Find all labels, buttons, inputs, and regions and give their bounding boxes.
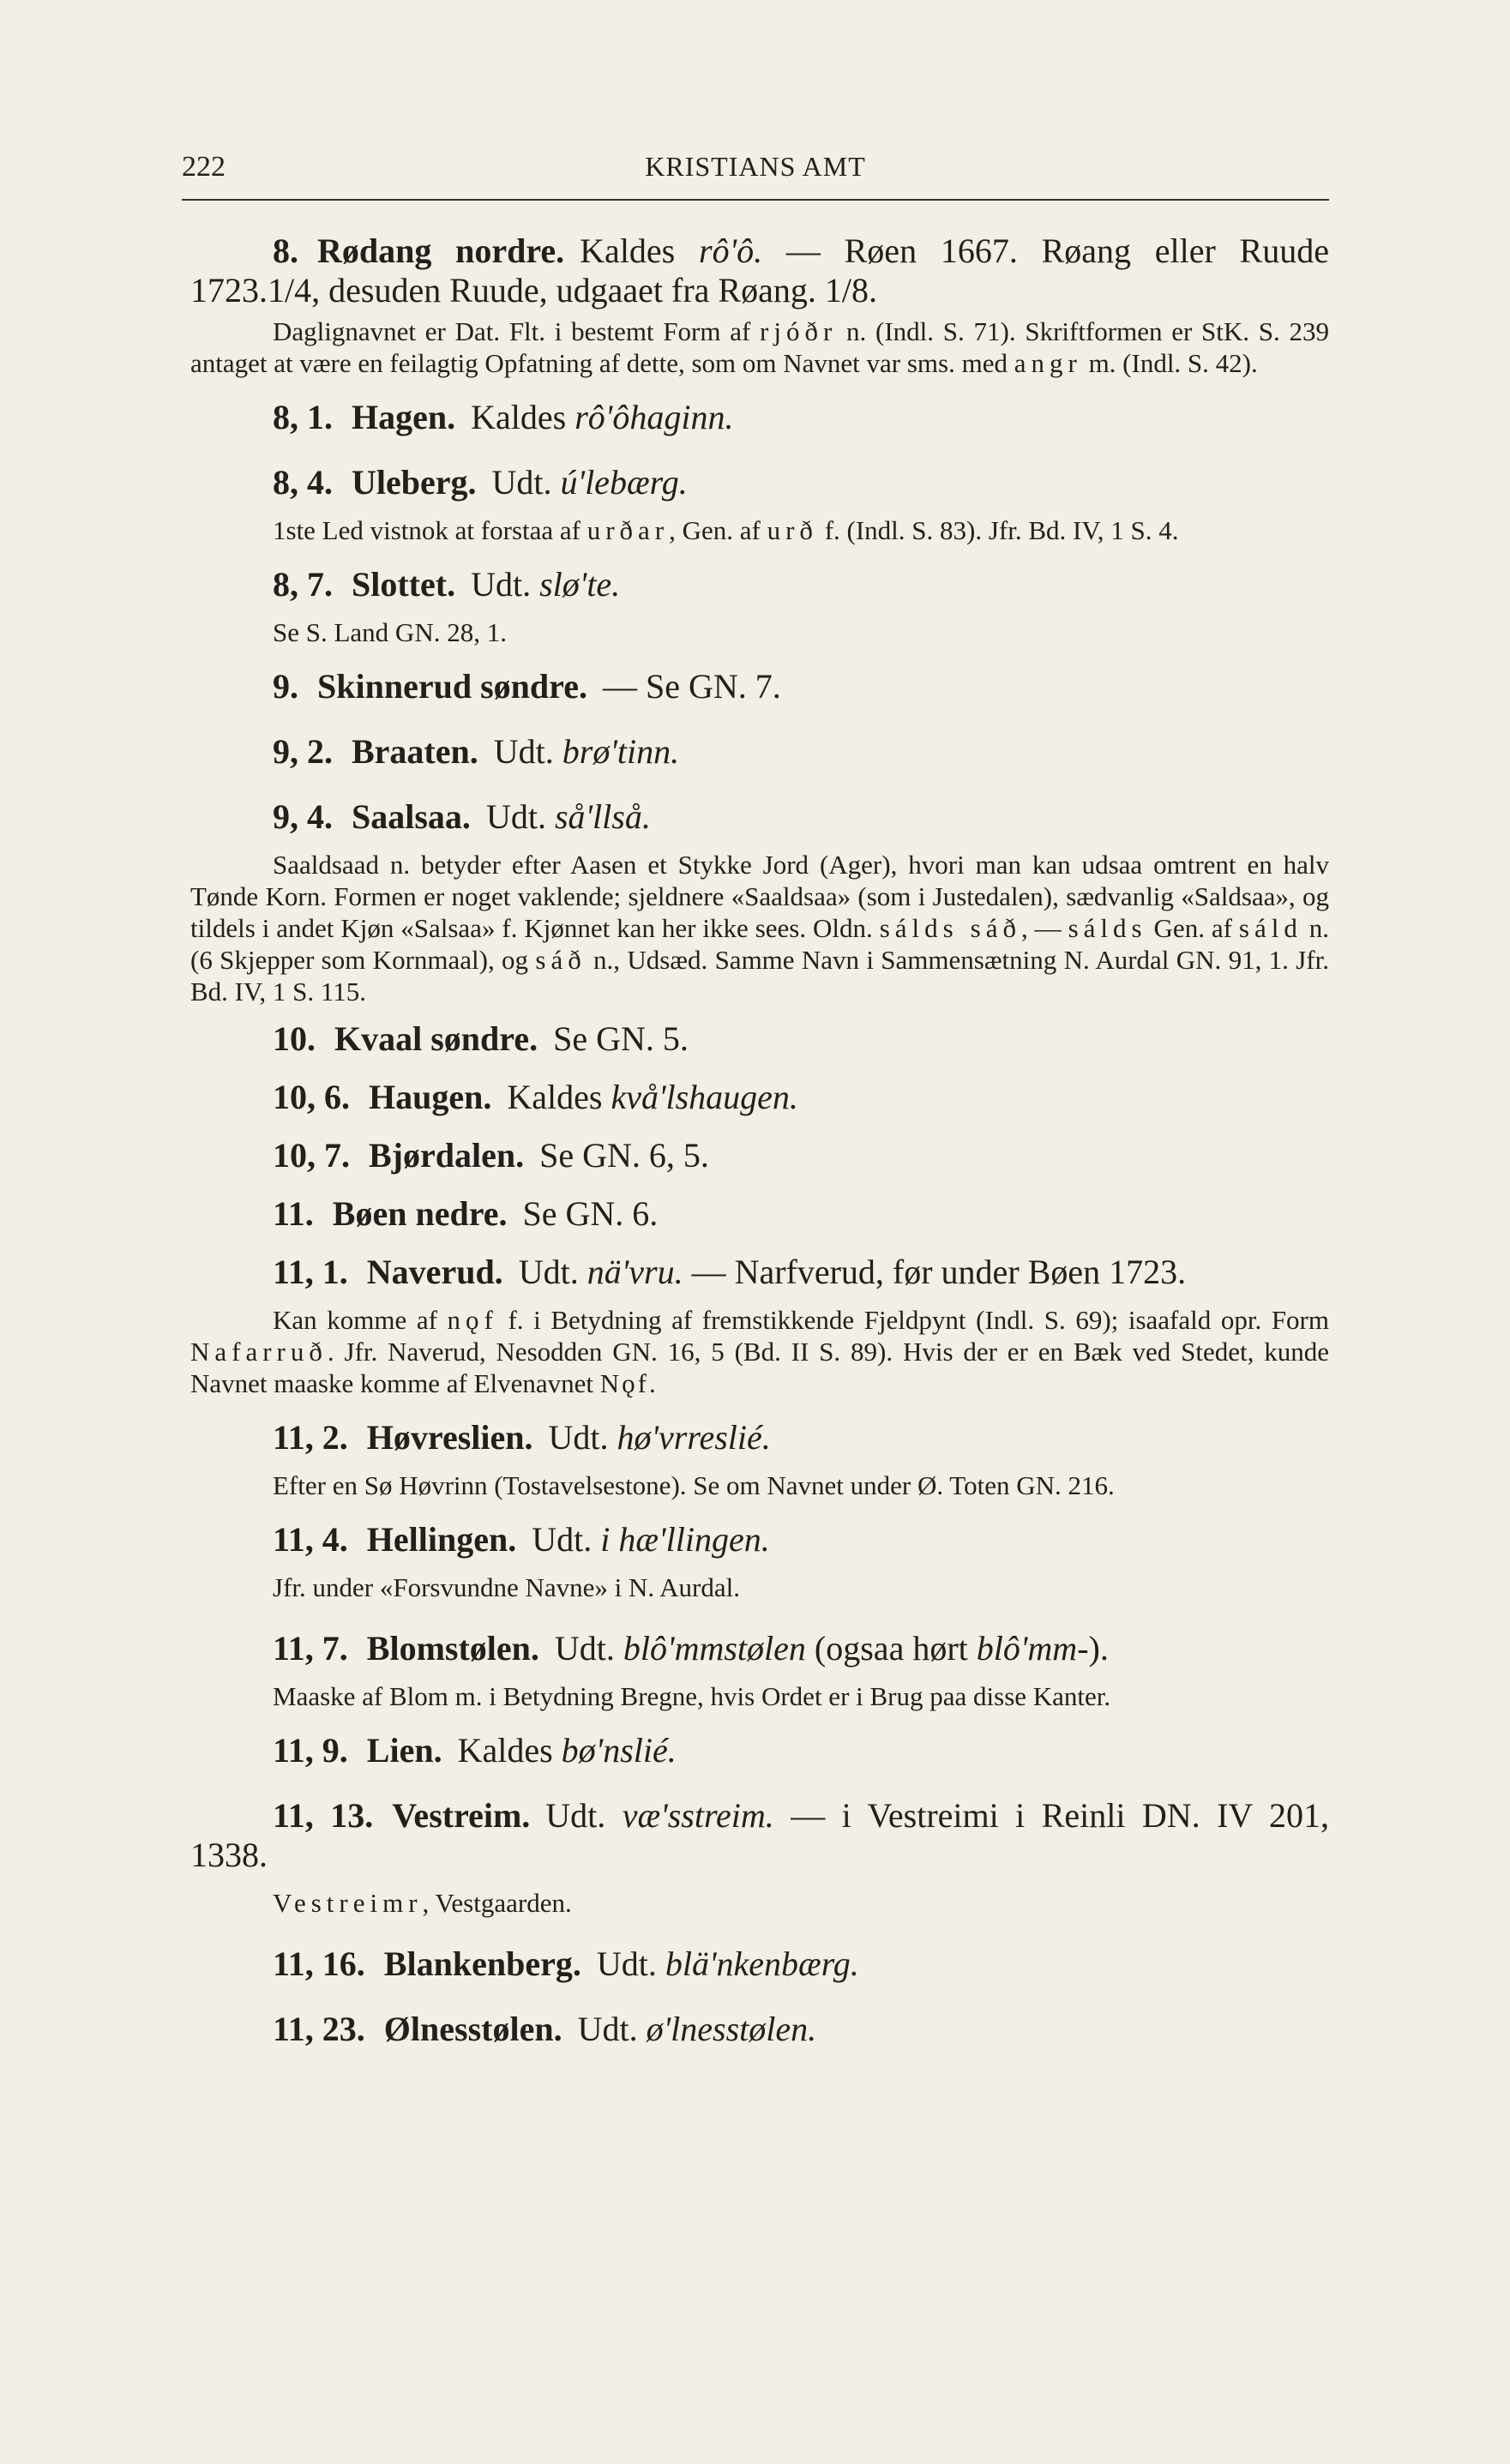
note-11-13: Vestreimr, Vestgaarden. bbox=[273, 1888, 572, 1918]
farm-name: Blomstølen. bbox=[366, 1629, 539, 1668]
farm-name: Bøen nedre. bbox=[332, 1194, 508, 1233]
entry-11-4: 11, 4. Hellingen. Udt. i hæ'llingen. bbox=[273, 1520, 770, 1559]
entry-8: 8. Rødang nordre. Kaldes rô'ô. — Røen 1667. Røang eller Ruude 1723.1/4, desuden Ruude, udgaaet fra Røang. 1/8. bbox=[190, 231, 1329, 310]
entry-number: 11, 7. bbox=[273, 1629, 348, 1668]
pronunciation: blä'nkenbærg. bbox=[665, 1944, 859, 1983]
pronunciation: væ'sstreim. bbox=[622, 1796, 774, 1835]
entry-number: 9, 4. bbox=[273, 797, 333, 836]
spaced-term: nǫf bbox=[447, 1305, 498, 1335]
entry-number: 11, 1. bbox=[273, 1253, 348, 1291]
page-body bbox=[190, 231, 1329, 2049]
note-8-7: Se S. Land GN. 28, 1. bbox=[273, 617, 507, 647]
entry-8-4: 8, 4. Uleberg. Udt. ú'lebærg. bbox=[273, 463, 688, 502]
entry-number: 11, 4. bbox=[273, 1520, 348, 1559]
entry-number: 11, 2. bbox=[273, 1418, 348, 1457]
pronunciation: slø'te. bbox=[539, 565, 621, 604]
farm-name: Lien. bbox=[366, 1731, 442, 1770]
entry-number: 8, 7. bbox=[273, 565, 333, 604]
spaced-term: sálds sáð bbox=[879, 913, 1021, 943]
entry-11-13: 11, 13. Vestreim. Udt. væ'sstreim. — i Vestreimi i Reinli DN. IV 201, 1338. bbox=[190, 1796, 1329, 1874]
farm-name: Hagen. bbox=[352, 398, 456, 436]
entry-10-7: 10, 7. Bjørdalen. Se GN. 6, 5. bbox=[273, 1136, 709, 1175]
spaced-term: Nǫf bbox=[599, 1368, 649, 1398]
entry-number: 8, 4. bbox=[273, 463, 333, 502]
farm-name: Blankenberg. bbox=[383, 1944, 581, 1983]
entry-11-2: 11, 2. Høvreslien. Udt. hø'vrreslié. bbox=[273, 1418, 771, 1457]
fraction: 1/4 bbox=[268, 271, 312, 310]
entry-10-6: 10, 6. Haugen. Kaldes kvå'lshaugen. bbox=[273, 1078, 798, 1116]
farm-name: Haugen. bbox=[369, 1078, 492, 1116]
entry-number: 11, 13. bbox=[273, 1796, 374, 1835]
pronunciation: blô'mmstølen bbox=[623, 1629, 806, 1668]
pronunciation: så'llså. bbox=[554, 797, 651, 836]
pronunciation: brø'tinn. bbox=[562, 732, 680, 771]
pronunciation: i hæ'llingen. bbox=[600, 1520, 770, 1559]
note-11-4: Jfr. under «Forsvundne Navne» i N. Aurdal. bbox=[273, 1572, 740, 1602]
entry-number: 11, 9. bbox=[273, 1731, 348, 1770]
pronunciation: ú'lebærg. bbox=[560, 463, 688, 502]
entry-number: 11, 16. bbox=[273, 1944, 365, 1983]
entry-11: 11. Bøen nedre. Se GN. 6. bbox=[273, 1194, 659, 1233]
fraction: 1/8 bbox=[824, 271, 869, 310]
entry-11-7: 11, 7. Blomstølen. Udt. blô'mmstølen (ogsaa hørt blô'mm-). bbox=[273, 1629, 1109, 1668]
entry-number: 10, 7. bbox=[273, 1136, 350, 1175]
entry-11-16: 11, 16. Blankenberg. Udt. blä'nkenbærg. bbox=[273, 1944, 859, 1983]
note-9-4: Saaldsaad n. betyder efter Aasen et Stykke Jord (Ager), hvori man kan udsaa omtrent en halv Tønde Korn. Formen er noget vaklende; sjeldnere «Saaldsaa» (som i Justedalen), sædvanlig «Saldsaa», og tildels i andet Kjøn «Salsaa» f. Kjønnet kan her ikke sees. Oldn. sálds sáð, — sálds Gen. af sáld n. (6 Skjepper som Kornmaal), og sáð n., Udsæd. Samme Navn i Sammensætning N. Aurdal GN. 91, 1. Jfr. Bd. IV, 1 S. 115. bbox=[190, 850, 1330, 1007]
farm-name: Hellingen. bbox=[366, 1520, 517, 1559]
entry-11-23: 11, 23. Ølnesstølen. Udt. ø'lnesstølen. bbox=[273, 2010, 817, 2048]
spaced-term: sáð bbox=[535, 945, 587, 975]
spaced-term: sáld bbox=[1238, 913, 1302, 943]
farm-name: Saalsaa. bbox=[352, 797, 471, 836]
farm-name: Rødang nordre. bbox=[317, 231, 565, 270]
entry-number: 11. bbox=[273, 1194, 314, 1233]
entry-number: 9, 2. bbox=[273, 732, 333, 771]
page-number: 222 bbox=[182, 151, 226, 183]
entry-10: 10. Kvaal søndre. Se GN. 5. bbox=[273, 1019, 689, 1058]
farm-name: Ølnesstølen. bbox=[383, 2010, 562, 2048]
entry-8-7: 8, 7. Slottet. Udt. slø'te. bbox=[273, 565, 621, 604]
spaced-term: sálds bbox=[1068, 913, 1147, 943]
spaced-term: angr bbox=[1014, 348, 1082, 378]
entry-11-9: 11, 9. Lien. Kaldes bø'nslié. bbox=[273, 1731, 677, 1770]
farm-name: Kvaal søndre. bbox=[334, 1019, 538, 1058]
farm-name: Skinnerud søndre. bbox=[317, 667, 587, 706]
entry-9-2: 9, 2. Braaten. Udt. brø'tinn. bbox=[273, 732, 680, 771]
farm-name: Braaten. bbox=[352, 732, 478, 771]
spaced-term: Vestreimr bbox=[273, 1888, 423, 1918]
running-title: KRISTIANS AMT bbox=[645, 151, 866, 182]
pronunciation: kvå'lshaugen. bbox=[611, 1078, 798, 1116]
note-11-2: Efter en Sø Høvrinn (Tostavelsestone). Se om Navnet under Ø. Toten GN. 216. bbox=[273, 1470, 1115, 1500]
entry-number: 8, 1. bbox=[273, 398, 333, 436]
note-8-4: 1ste Led vistnok at forstaa af urðar, Gen. af urð f. (Indl. S. 83). Jfr. Bd. IV, 1 S. 4. bbox=[273, 515, 1179, 545]
farm-name: Naverud. bbox=[366, 1253, 503, 1291]
entry-number: 10, 6. bbox=[273, 1078, 350, 1116]
entry-11-1: 11, 1. Naverud. Udt. nä'vru. — Narfverud, før under Bøen 1723. bbox=[273, 1253, 1187, 1291]
entry-number: 10. bbox=[273, 1019, 316, 1058]
pronunciation: bø'nslié. bbox=[561, 1731, 677, 1770]
farm-name: Høvreslien. bbox=[366, 1418, 533, 1457]
entry-9-4: 9, 4. Saalsaa. Udt. så'llså. bbox=[273, 797, 651, 836]
pronunciation: ø'lnesstølen. bbox=[646, 2010, 817, 2048]
pronunciation: nä'vru. bbox=[587, 1253, 683, 1291]
header-rule bbox=[182, 199, 1329, 201]
farm-name: Uleberg. bbox=[352, 463, 477, 502]
entry-number: 8. bbox=[273, 231, 298, 270]
entry-number: 11, 23. bbox=[273, 2010, 365, 2048]
pronunciation: blô'mm- bbox=[976, 1629, 1089, 1668]
farm-name: Vestreim. bbox=[392, 1796, 531, 1835]
spaced-term: rjóðr bbox=[760, 316, 838, 346]
spaced-term: urð bbox=[767, 515, 818, 545]
note-11-1: Kan komme af nǫf f. i Betydning af fremstikkende Fjeldpynt (Indl. S. 69); isaafald opr. Form Nafarruð. Jfr. Naverud, Nesodden GN. 16, 5 (Bd. II S. 89). Hvis der er en Bæk ved Stedet, kunde Navnet maaske komme af Elvenavnet Nǫf. bbox=[190, 1305, 1329, 1398]
spaced-term: Nafarruð bbox=[190, 1337, 328, 1367]
farm-name: Bjørdalen. bbox=[369, 1136, 525, 1175]
pronunciation: hø'vrreslié. bbox=[617, 1418, 771, 1457]
spaced-term: urðar bbox=[587, 515, 670, 545]
entry-8-1: 8, 1. Hagen. Kaldes rô'ôhaginn. bbox=[273, 398, 734, 436]
farm-name: Slottet. bbox=[352, 565, 456, 604]
pronunciation: rô'ô. bbox=[699, 231, 763, 270]
note-11-7: Maaske af Blom m. i Betydning Bregne, hvis Ordet er i Brug paa disse Kanter. bbox=[273, 1681, 1111, 1711]
pronunciation: rô'ôhaginn. bbox=[575, 398, 734, 436]
entry-9: 9. Skinnerud søndre. — Se GN. 7. bbox=[273, 667, 781, 706]
note-8: Daglignavnet er Dat. Flt. i bestemt Form af rjóðr n. (Indl. S. 71). Skriftformen er StK. S. 239 antaget at være en feilagtig Opfatning af dette, som om Navnet var sms. med angr m. (Indl. S. 42). bbox=[190, 316, 1329, 378]
entry-number: 9. bbox=[273, 667, 298, 706]
running-head bbox=[182, 151, 1329, 194]
